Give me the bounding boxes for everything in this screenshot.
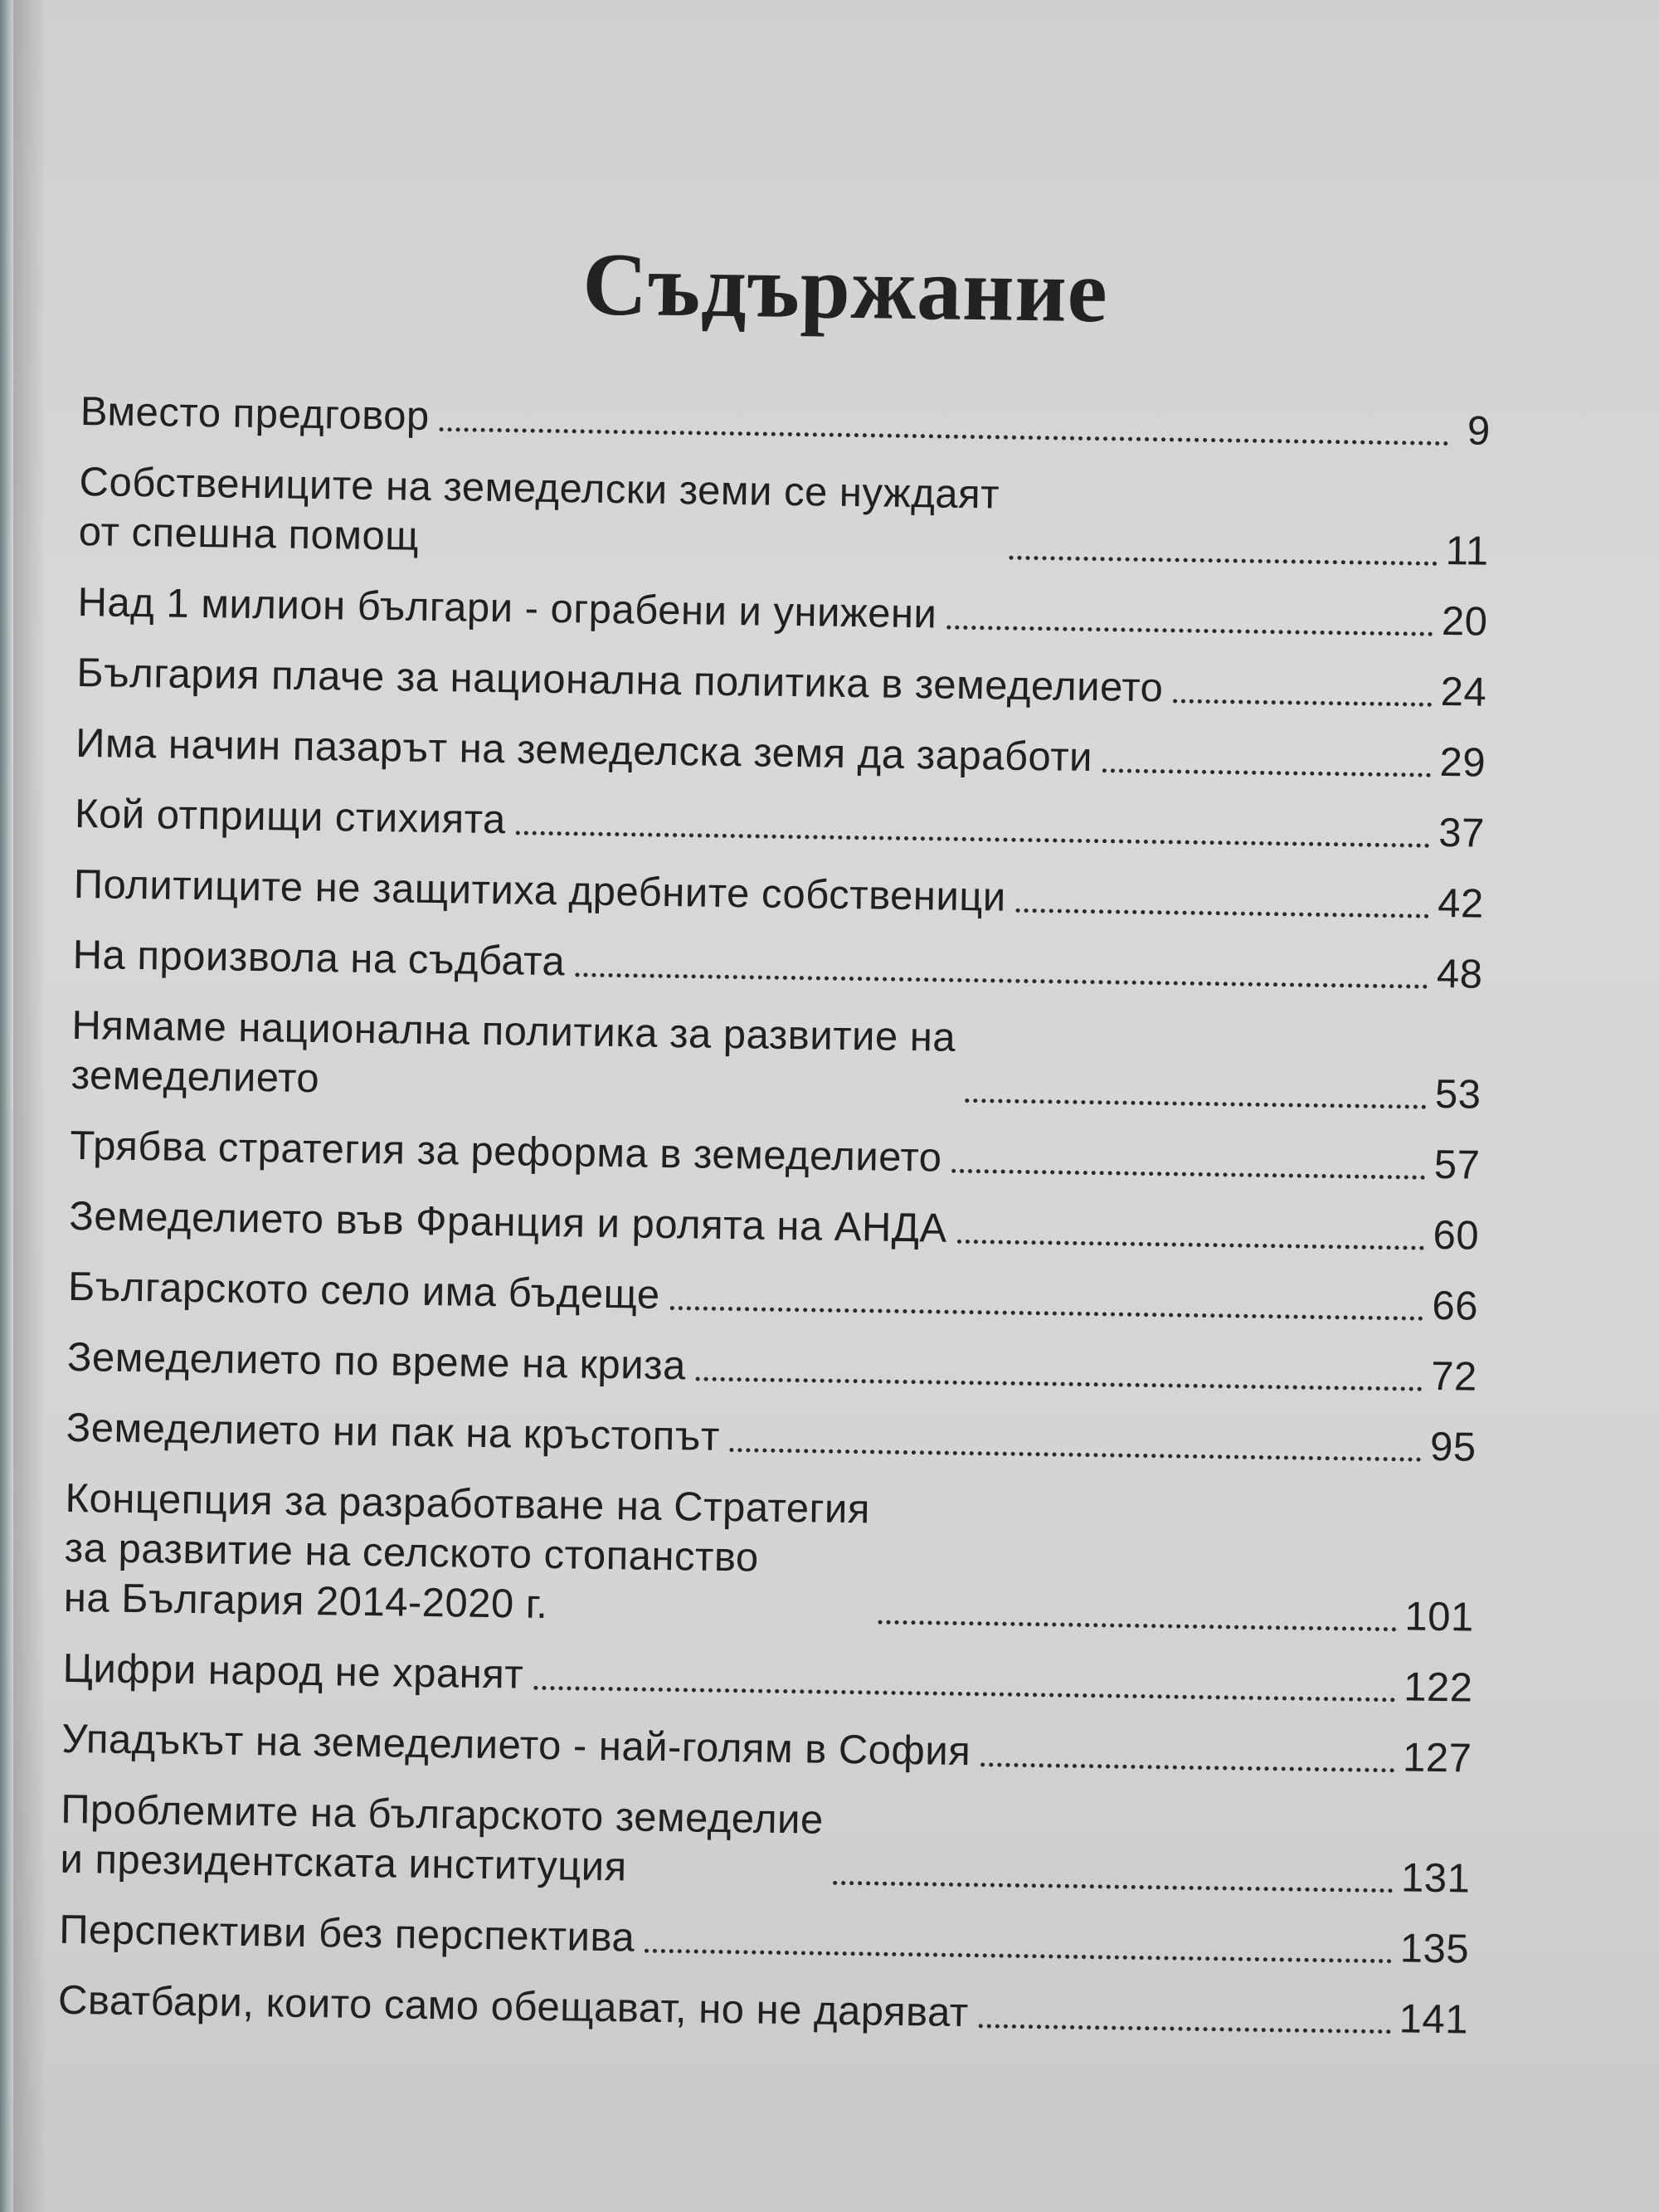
toc-entry xyxy=(72,930,1483,1000)
toc-entry-page-number: 101 xyxy=(1404,1594,1475,1640)
dot-leader xyxy=(978,2024,1390,2034)
toc-entry-title: Над 1 милион българи - ограбени и унижени xyxy=(77,579,937,637)
toc-entry-page-number: 122 xyxy=(1403,1664,1473,1711)
toc-entry-title: Българското село има бъдеще xyxy=(67,1264,660,1318)
toc-entry-page-number: 48 xyxy=(1436,951,1483,997)
toc-entry-page-number: 127 xyxy=(1402,1735,1472,1781)
toc-entry xyxy=(76,648,1487,718)
dot-leader xyxy=(980,1762,1394,1772)
toc-entry xyxy=(70,1121,1481,1191)
toc-entry xyxy=(75,719,1486,788)
toc-entry xyxy=(77,577,1488,647)
toc-entry xyxy=(68,1262,1479,1332)
toc-entry xyxy=(58,1976,1469,2045)
toc-entry-title: Кой отприщи стихията xyxy=(74,791,507,843)
dot-leader xyxy=(1102,768,1432,777)
toc-entry-title: Собствениците на земеделски земи се нуждаят от спешна помощ xyxy=(78,459,1000,559)
toc-entry-title: Цифри народ не хранят xyxy=(62,1645,524,1698)
toc-entry-page-number: 53 xyxy=(1434,1071,1481,1118)
toc-entry xyxy=(80,387,1491,456)
toc-entry-page-number: 95 xyxy=(1429,1424,1477,1470)
toc-entry-title: На произвола на съдбата xyxy=(72,932,566,985)
toc-entry-page-number: 11 xyxy=(1445,528,1490,574)
toc-entry-page-number: 66 xyxy=(1432,1283,1479,1329)
toc-entry xyxy=(62,1644,1473,1713)
dot-leader xyxy=(533,1686,1395,1703)
toc-list xyxy=(58,387,1491,2045)
toc-entry-title: Вместо предговор xyxy=(80,388,431,439)
toc-entry-title: Сватбари, които само обещават, но не даряват xyxy=(57,1977,970,2036)
dot-leader xyxy=(669,1306,1423,1321)
dot-leader xyxy=(833,1881,1393,1893)
toc-entry-title: Перспективи без перспектива xyxy=(58,1907,635,1961)
toc-entry xyxy=(71,1001,1482,1120)
toc-entry xyxy=(78,457,1490,577)
toc-entry-page-number: 9 xyxy=(1467,408,1491,454)
toc-entry xyxy=(66,1403,1477,1473)
dot-leader xyxy=(946,626,1433,636)
dot-leader xyxy=(965,1099,1427,1109)
toc-entry xyxy=(60,1785,1472,1904)
toc-entry-page-number: 29 xyxy=(1439,739,1486,786)
toc-entry-title: Трябва стратегия за реформа в земеделието xyxy=(70,1123,942,1181)
toc-entry-title: България плаче за национална политика в земеделието xyxy=(76,650,1164,711)
toc-entry xyxy=(75,789,1486,859)
toc-entry-title: Има начин пазарът на земеделска земя да заработи xyxy=(75,720,1093,781)
toc-entry-title: Проблемите на българското земеделие и президентската институция xyxy=(60,1786,825,1890)
dot-leader xyxy=(1173,699,1432,706)
toc-entry-title: Упадъкът на земеделието - най-голям в София xyxy=(61,1716,971,1775)
toc-entry-title: Земеделието ни пак на кръстопът xyxy=(66,1405,721,1459)
toc-entry xyxy=(69,1191,1480,1261)
page-shadow xyxy=(13,0,46,2212)
dot-leader xyxy=(956,1240,1424,1250)
dot-leader xyxy=(515,831,1430,847)
toc-entry-page-number: 20 xyxy=(1441,598,1488,645)
toc-entry-page-number: 141 xyxy=(1399,1996,1469,2043)
dot-leader xyxy=(439,427,1448,446)
toc-entry xyxy=(73,860,1484,929)
dot-leader xyxy=(730,1448,1422,1462)
toc-entry-title: Земеделието във Франция и ролята на АНДА xyxy=(68,1193,948,1251)
table-of-contents-page xyxy=(57,224,1492,2066)
toc-entry-page-number: 131 xyxy=(1400,1855,1471,1902)
toc-entry-title: Нямаме национална политика за развитие на земеделието xyxy=(71,1002,956,1102)
page-edge xyxy=(0,0,13,2212)
toc-entry xyxy=(63,1474,1475,1643)
page-title: Съдържание xyxy=(581,235,1109,342)
toc-entry-title: Концепция за разработване на Стратегия за развитие на селското стопанство на България 2014-2020 г. xyxy=(63,1475,871,1627)
toc-entry-title: Земеделието по време на криза xyxy=(66,1334,687,1389)
dot-leader xyxy=(1016,909,1430,918)
toc-entry xyxy=(59,1905,1470,1975)
toc-entry xyxy=(61,1714,1472,1784)
dot-leader xyxy=(645,1949,1392,1964)
toc-entry-page-number: 57 xyxy=(1433,1142,1481,1188)
toc-entry-page-number: 37 xyxy=(1438,810,1486,856)
dot-leader xyxy=(575,972,1428,988)
toc-entry-page-number: 72 xyxy=(1430,1353,1478,1400)
toc-entry-page-number: 60 xyxy=(1433,1212,1480,1259)
dot-leader xyxy=(878,1620,1396,1632)
toc-entry-page-number: 42 xyxy=(1437,880,1485,927)
dot-leader xyxy=(951,1169,1425,1180)
dot-leader xyxy=(1009,556,1438,566)
toc-entry-title: Политиците не защитиха дребните собственици xyxy=(73,861,1007,920)
toc-entry-page-number: 135 xyxy=(1399,1926,1470,1972)
dot-leader xyxy=(696,1376,1423,1391)
toc-entry xyxy=(67,1333,1478,1402)
toc-entry-page-number: 24 xyxy=(1440,669,1487,715)
